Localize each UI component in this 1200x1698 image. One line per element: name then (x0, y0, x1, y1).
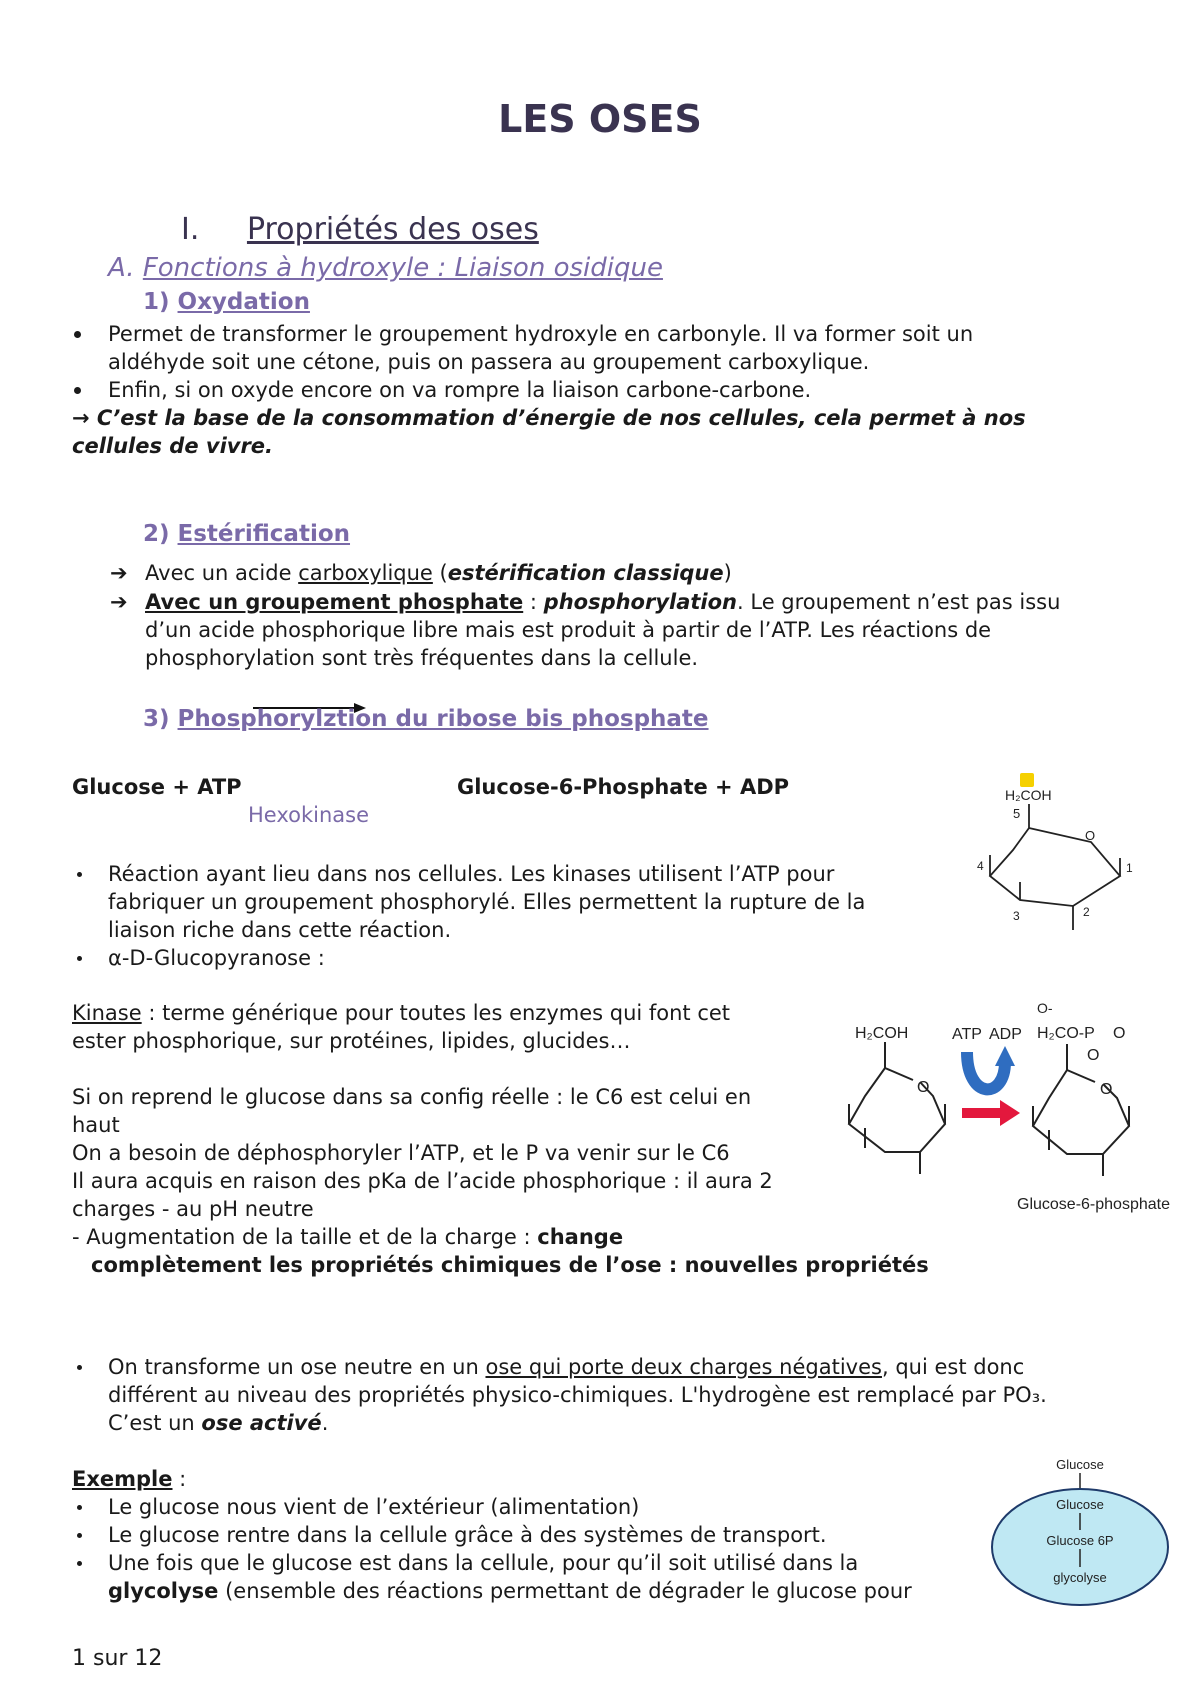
esterification-item-1: Avec un acide carboxylique (estérification classique) (145, 561, 732, 585)
g6p-caption: Glucose-6-phosphate (1017, 1196, 1170, 1213)
ring2-below-oxygen-label: O (1087, 1047, 1100, 1064)
activated-ose-bullet: On transforme un ose neutre en un ose qui porte deux charges négatives, qui est donc (108, 1355, 1025, 1379)
subsection-prefix: A. (108, 253, 143, 283)
ring1-c5-label: 5 (1013, 806, 1021, 821)
bullet-dot (77, 1561, 82, 1566)
bullet-dot (77, 872, 82, 877)
oxydation-conclusion-cont: cellules de vivre. (72, 434, 274, 458)
reaction-products: Glucose-6-Phosphate + ADP (457, 775, 790, 799)
esterification-item-2-cont: d’un acide phosphorique libre mais est produit à partir de l’ATP. Les réactions de (145, 618, 992, 642)
adp-label: ADP (989, 1026, 1022, 1043)
esterification-item-2-cont: phosphorylation sont très fréquentes dans la cellule. (145, 646, 699, 670)
ring2-charge-label: O- (1037, 1000, 1053, 1016)
reaction-bullet-1-cont: fabriquer un groupement phosphorylé. Elles permettent la rupture de la (108, 890, 866, 914)
ring1-c4-label: 4 (977, 859, 984, 873)
example-bullet-1: Le glucose nous vient de l’extérieur (alimentation) (108, 1495, 640, 1519)
bullet-dot (77, 1505, 82, 1510)
ring1-oxygen-label: O (1085, 828, 1096, 843)
ring1-c1-label: 1 (1126, 861, 1133, 875)
oxydation-conclusion: → C’est la base de la consommation d’énergie de nos cellules, cela permet à nos (72, 406, 1026, 430)
example-bullet-3-cont: glycolyse (ensemble des réactions permettant de dégrader le glucose pour (108, 1579, 912, 1603)
reaction-reactants: Glucose + ATP (72, 775, 242, 799)
charges-paragraph-cont: charges - au pH neutre (72, 1197, 314, 1221)
oxydation-bullet-1: Permet de transformer le groupement hydroxyle en carbonyle. Il va former soit un (108, 322, 974, 346)
ring2-right-oxygen-label: O (1113, 1025, 1126, 1042)
bullet-dot (77, 1533, 82, 1538)
cell-g6p-label: Glucose 6P (1046, 1533, 1114, 1548)
ring2-right-top-label: H₂CO-P (1037, 1025, 1095, 1042)
phosphorylation-heading (143, 706, 709, 732)
subsection-label: Fonctions à hydroxyle : Liaison osidique (142, 253, 663, 283)
oxydation-bullet-2: Enfin, si on oxyde encore on va rompre la liaison carbone-carbone. (108, 378, 812, 402)
glucose-6-phosphate-figure (845, 1000, 1185, 1215)
section-number: I. (181, 212, 200, 247)
esterification-number: 2) (143, 521, 178, 547)
reaction-red-arrow-icon (962, 1108, 1002, 1118)
esterification-heading (143, 521, 350, 547)
esterification-label: Estérification (177, 521, 351, 547)
ring1-c3-label: 3 (1013, 909, 1020, 923)
glucopyranose-figure (975, 770, 1145, 940)
reaction-bullet-2: α-D-Glucopyranose : (108, 946, 325, 970)
example-heading: Exemple : (72, 1467, 187, 1491)
cell-glycolyse-label: glycolyse (1053, 1570, 1107, 1585)
esterification-item-2: Avec un groupement phosphate : phosphorylation. Le groupement n’est pas issu (145, 590, 1061, 614)
augmentation-paragraph-cont: complètement les propriétés chimiques de l’ose : nouvelles propriétés (91, 1253, 929, 1277)
phosphorylation-label: Phosphorylztion du ribose bis phosphate (177, 706, 709, 732)
page-title: LES OSES (498, 97, 702, 141)
phosphorylation-number: 3) (143, 706, 178, 732)
ring2-left-oxygen-label: O (917, 1079, 930, 1096)
config-paragraph-cont: haut (72, 1113, 120, 1137)
subsection-heading (108, 253, 663, 283)
bullet-dot (77, 956, 82, 961)
section-heading (181, 212, 539, 247)
bullet-dot (74, 387, 81, 394)
activated-ose-bullet-cont: C’est un ose activé. (108, 1411, 329, 1435)
activated-ose-bullet-cont: différent au niveau des propriétés physico-chimiques. L'hydrogène est remplacé par PO₃. (108, 1383, 1047, 1407)
oxydation-label: Oxydation (177, 289, 310, 315)
reaction-bullet-1: Réaction ayant lieu dans nos cellules. Les kinases utilisent l’ATP pour (108, 862, 835, 886)
enzyme-label: Hexokinase (248, 803, 370, 827)
arrow-bullet-icon: ➔ (110, 590, 128, 614)
highlight-icon (1020, 773, 1034, 787)
charges-paragraph: Il aura acquis en raison des pKa de l’acide phosphorique : il aura 2 (72, 1169, 773, 1193)
reaction-bullet-1-cont: liaison riche dans cette réaction. (108, 918, 452, 942)
page-number: 1 sur 12 (72, 1646, 163, 1671)
bullet-dot (77, 1365, 82, 1370)
kinase-definition: Kinase : terme générique pour toutes les enzymes qui font cet (72, 1001, 731, 1025)
example-bullet-2: Le glucose rentre dans la cellule grâce à des systèmes de transport. (108, 1523, 827, 1547)
cell-glucose-figure (985, 1455, 1175, 1615)
atp-label: ATP (952, 1026, 982, 1043)
oxydation-bullet-1-cont: aldéhyde soit une cétone, puis on passera au groupement carboxylique. (108, 350, 870, 374)
config-paragraph: Si on reprend le glucose dans sa config réelle : le C6 est celui en (72, 1085, 752, 1109)
example-bullet-3: Une fois que le glucose est dans la cellule, pour qu’il soit utilisé dans la (108, 1551, 859, 1575)
augmentation-paragraph: - Augmentation de la taille et de la charge : change (72, 1225, 624, 1249)
ring2-right-ring-oxygen-label: O (1100, 1081, 1113, 1098)
oxydation-number: 1) (143, 289, 178, 315)
ring2-left-top-label: H₂COH (855, 1025, 909, 1042)
ring1-c2-label: 2 (1083, 905, 1090, 919)
arrow-bullet-icon: ➔ (110, 561, 128, 585)
dephospho-paragraph: On a besoin de déphosphoryler l’ATP, et le P va venir sur le C6 (72, 1141, 730, 1165)
section-label: Propriétés des oses (246, 212, 539, 247)
bullet-dot (74, 331, 81, 338)
oxydation-heading (143, 289, 310, 315)
cell-outside-glucose-label: Glucose (1056, 1457, 1104, 1472)
cell-glucose-label: Glucose (1056, 1497, 1104, 1512)
kinase-definition-cont: ester phosphorique, sur protéines, lipides, glucides… (72, 1029, 631, 1053)
ring1-top-label: H₂COH (1005, 787, 1052, 803)
